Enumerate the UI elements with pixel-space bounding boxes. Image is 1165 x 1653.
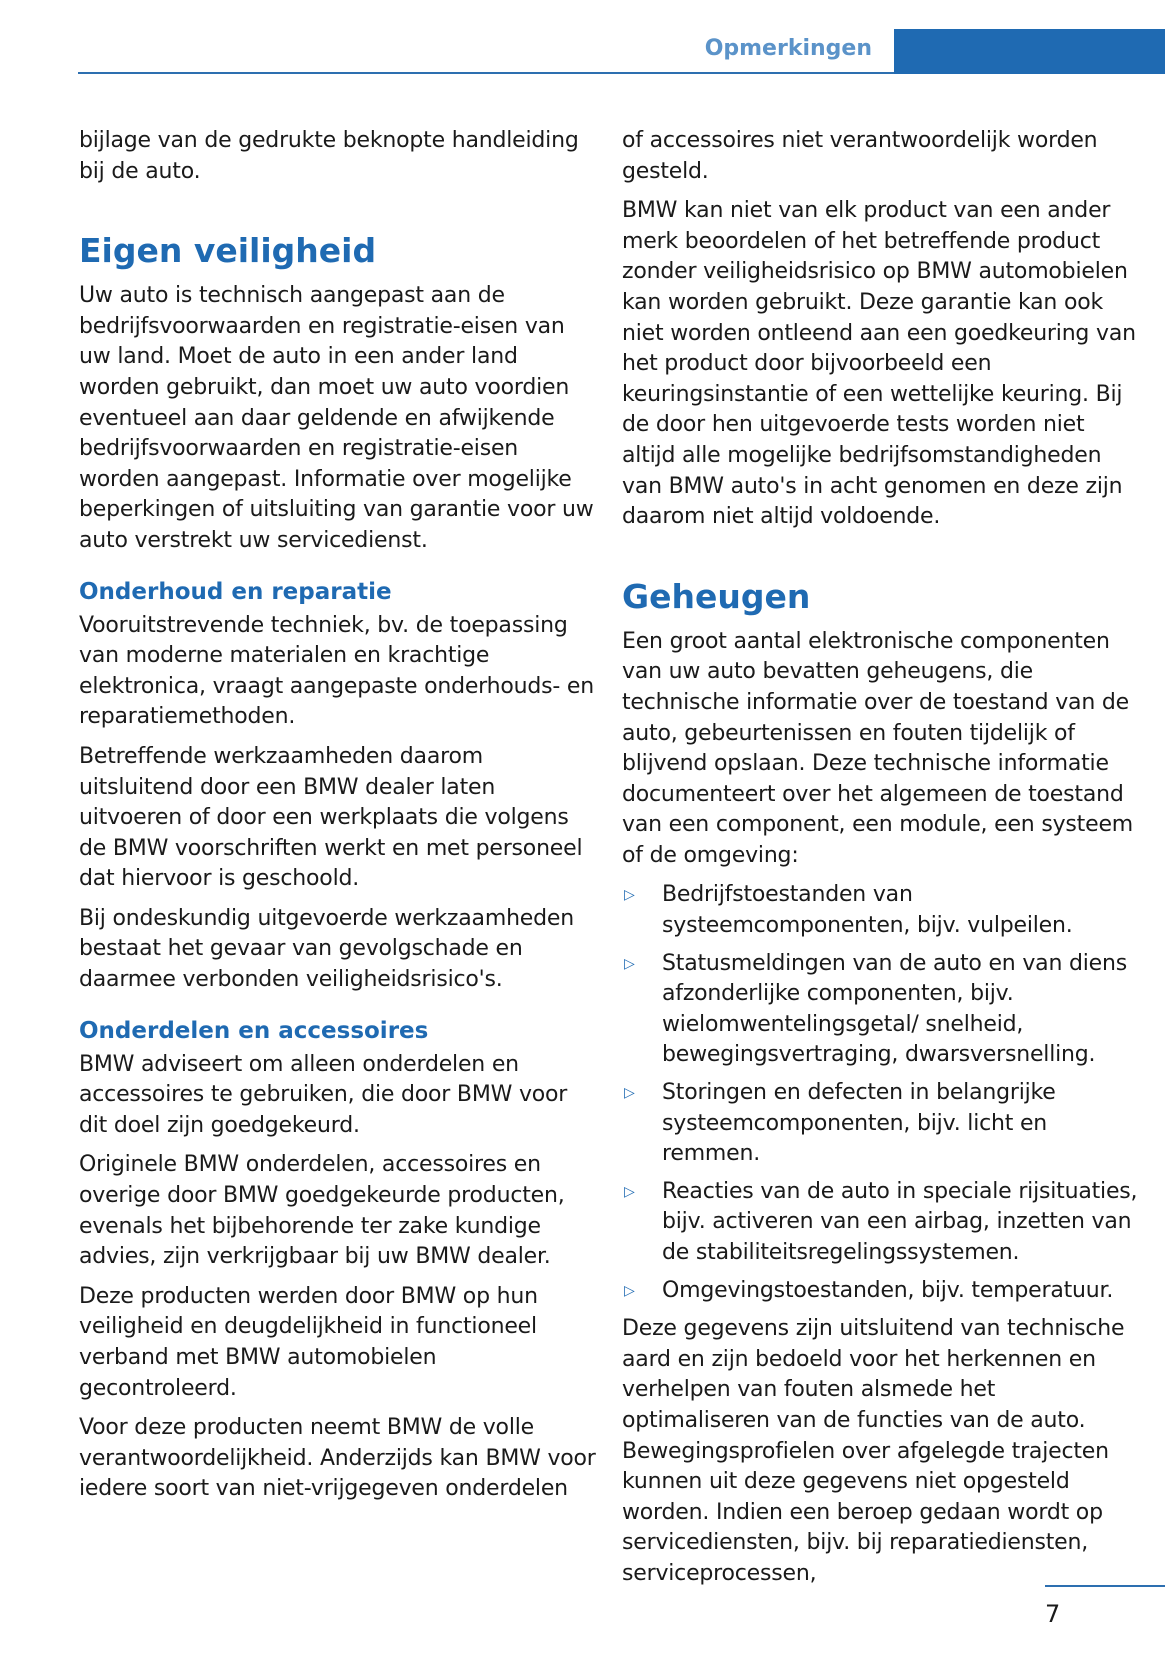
triangle-bullet-icon: ▷ <box>624 1085 635 1102</box>
triangle-bullet-icon: ▷ <box>624 1282 635 1299</box>
onderdelen-paragraph-2: Originele BMW onderdelen, accessoires en overige door BMW goedgekeurde producten, evenals het bijbehorende ter zake kundige advies, zijn verkrijgbaar bij uw BMW dealer. <box>79 1152 565 1270</box>
onderdelen-paragraph-4: Voor deze producten neemt BMW de volle verantwoordelijkheid. Anderzijds kan BMW voor iedere soort van niet-vrijgegeven onderdelen <box>79 1415 596 1502</box>
triangle-bullet-icon: ▷ <box>624 955 635 972</box>
heading-geheugen: Geheugen <box>622 576 811 616</box>
list-item-text: Bedrijfstoestanden van systeemcomponenten, bijv. vulpeilen. <box>662 882 1073 939</box>
continued-paragraph: of accessoires niet verantwoordelijk worden gesteld. <box>622 128 1098 184</box>
heading-onderdelen-accessoires: Onderdelen en accessoires <box>79 1017 429 1044</box>
list-item <box>622 1177 1142 1269</box>
triangle-bullet-icon: ▷ <box>624 887 635 904</box>
onderhoud-paragraph-3: Bij ondeskundig uitgevoerde werkzaamheden bestaat het gevaar van gevolgschade en daarmee verbonden veiligheidsrisico's. <box>79 905 574 993</box>
footer-rule <box>1045 1585 1165 1587</box>
bmw-product-paragraph: BMW kan niet van elk product van een ander merk beoordelen of het betreffende product zonder veiligheidsrisico op BMW automobielen kan worden gebruikt. Deze garantie kan ook niet worden ontleend aan een goedkeuring van het product door bijvoorbeeld een keuringsinstantie of een wettelijke keuring. Bij de door hen uitgevoerde tests worden niet altijd alle mogelijke bedrijfsomstandigheden van BMW auto's in acht genomen en deze zijn daarom niet altijd voldoende. <box>622 198 1136 530</box>
gegevens-paragraph: Deze gegevens zijn uitsluitend van technische aard en zijn bedoeld voor het herkennen en verhelpen van fouten alsmede het optimaliseren van de functies van de auto. Bewegingsprofielen over afgelegde trajecten kunnen uit deze gegevens niet opgesteld worden. Indien een beroep gedaan wordt op servicediensten, bijv. bij reparatiediensten, serviceprocessen, <box>622 1316 1125 1586</box>
left-column <box>79 126 599 1514</box>
intro-paragraph: bijlage van de gedrukte beknopte handleiding bij de auto. <box>79 128 579 184</box>
triangle-bullet-icon: ▷ <box>624 1183 635 1200</box>
list-item <box>622 880 1142 941</box>
page-number: 7 <box>1045 1600 1061 1628</box>
list-item <box>622 1276 1142 1307</box>
list-item <box>622 1078 1142 1170</box>
onderhoud-paragraph-1: Vooruitstrevende techniek, bv. de toepassing van moderne materialen en krachtige elektronica, vraagt aangepaste onderhouds- en reparatiemethoden. <box>79 612 595 730</box>
eigen-veiligheid-paragraph: Uw auto is technisch aangepast aan de bedrijfsvoorwaarden en registratie-eisen van uw land. Moet de auto in een ander land worden gebruikt, dan moet uw auto voordien eventueel aan daar geldende en afwijkende bedrijfsvoorwaarden en registratie-eisen worden aangepast. Informatie over mogelijke beperkingen of uitsluiting van garantie voor uw auto verstrekt uw servicedienst. <box>79 283 594 553</box>
list-item-text: Storingen en defecten in belangrijke systeemcomponenten, bijv. licht en remmen. <box>662 1080 1056 1167</box>
header-color-block <box>894 29 1165 74</box>
header-rule <box>78 72 894 74</box>
onderhoud-paragraph-2: Betreffende werkzaamheden daarom uitsluitend door een BMW dealer laten uitvoeren of door een werkplaats die volgens de BMW voorschriften werkt en met personeel dat hiervoor is geschoold. <box>79 743 583 892</box>
geheugen-paragraph: Een groot aantal elektronische componenten van uw auto bevatten geheugens, die technische informatie over de toestand van de auto, gebeurtenissen en fouten tijdelijk of blijvend opslaan. Deze technische informatie documenteert over het algemeen de toestand van een component, een module, een systeem of de omgeving: <box>622 628 1134 868</box>
right-column <box>622 126 1142 1599</box>
running-header-title: Opmerkingen <box>704 36 872 61</box>
onderdelen-paragraph-3: Deze producten werden door BMW op hun veiligheid en deugdelijkheid in functioneel verband met BMW automobielen gecontroleerd. <box>79 1283 538 1401</box>
list-item-text: Reacties van de auto in speciale rijsituaties, bijv. activeren van een airbag, inzetten van de stabiliteitsregelingssystemen. <box>662 1178 1138 1265</box>
heading-onderhoud-reparatie: Onderhoud en reparatie <box>79 578 392 605</box>
onderdelen-paragraph-1: BMW adviseert om alleen onderdelen en accessoires te gebruiken, die door BMW voor dit doel zijn goedgekeurd. <box>79 1051 568 1138</box>
heading-eigen-veiligheid: Eigen veiligheid <box>79 231 377 271</box>
geheugen-bullet-list <box>622 880 1142 1306</box>
list-item-text: Statusmeldingen van de auto en van diens afzonderlijke componenten, bijv. wielomwentelingsgetal/ snelheid, bewegingsvertraging, dwarsversnelling. <box>662 950 1128 1068</box>
list-item-text: Omgevingstoestanden, bijv. temperatuur. <box>662 1277 1114 1303</box>
list-item <box>622 949 1142 1071</box>
